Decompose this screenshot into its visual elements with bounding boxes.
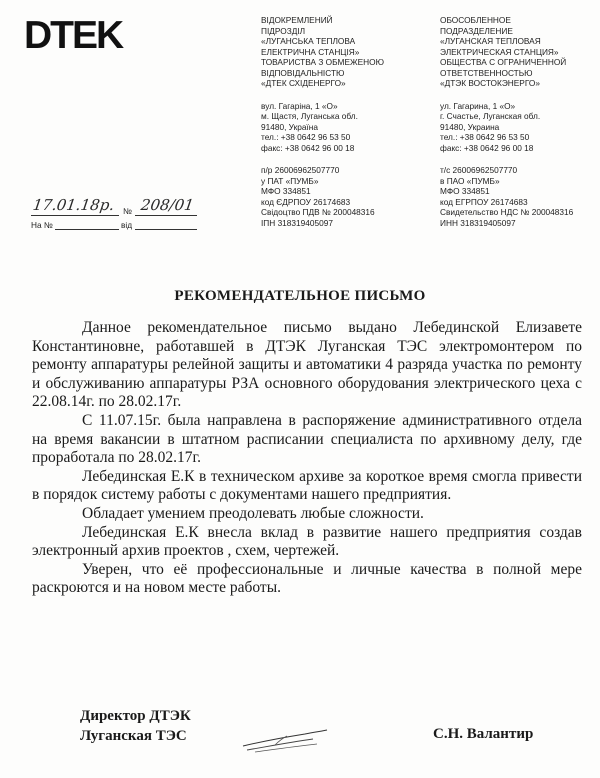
bank-line: у ПАТ «ПУМБ»	[261, 175, 319, 186]
address-ua	[261, 101, 436, 154]
signatory-name: С.Н. Валантир	[433, 726, 534, 742]
org-line: «ЛУГАНСЬКА ТЕПЛОВА	[261, 36, 356, 46]
bank-line: п/р 26006962507770	[261, 165, 340, 175]
letter-title: РЕКОМЕНДАТЕЛЬНОЕ ПИСЬМО	[174, 288, 426, 304]
bank-line: в ПАО «ПУМБ»	[440, 175, 500, 186]
fax-line: факс: +38 0642 96 00 18	[261, 142, 355, 153]
org-line: ЭЛЕКТРИЧЕСКАЯ СТАНЦИЯ»	[440, 46, 559, 57]
position-line: Луганская ТЭС	[80, 728, 187, 744]
on-number-label: На №	[31, 220, 53, 230]
org-line: ВІДПОВІДАЛЬНІСТЮ	[261, 67, 345, 78]
bank-line: МФО 334851	[261, 186, 311, 196]
org-name-ua	[261, 15, 436, 89]
address-line: г. Счастье, Луганская обл.	[440, 111, 541, 121]
address-line: м. Щастя, Луганська обл.	[261, 111, 358, 121]
org-line: «ДТЭК ВОСТОКЭНЕРГО»	[440, 78, 540, 88]
bank-details-ua	[261, 165, 436, 228]
address-line: 91480, Україна	[261, 121, 318, 132]
bank-line: Свидетельство НДС № 200048316	[440, 207, 574, 217]
org-line: ОТВЕТСТВЕННОСТЬЮ	[440, 67, 533, 78]
bank-line: код ЄДРПОУ 26174683	[261, 196, 351, 207]
address-line: 91480, Украина	[440, 121, 500, 132]
phone-line: тел.: +38 0642 96 53 50	[440, 132, 530, 142]
company-logo: DTEK	[24, 14, 123, 57]
bank-line: т/с 26006962507770	[440, 165, 518, 175]
position-line: Директор ДТЭК	[80, 708, 191, 724]
address-ru	[440, 101, 600, 154]
number-label: №	[123, 206, 132, 216]
org-line: ПІДРОЗДІЛ	[261, 25, 306, 36]
handwritten-number: 208/01	[139, 196, 196, 214]
org-line: ОБЩЕСТВА С ОГРАНИЧЕННОЙ	[440, 57, 567, 67]
bank-line: код ЕГРПОУ 26174683	[440, 196, 528, 207]
signatory-position	[80, 706, 191, 746]
paragraph: Уверен, что её профессиональные и личные качества в полной мере раскроются и на новом месте работы.	[32, 560, 582, 597]
letter-body	[32, 319, 582, 598]
org-line: ОБОСОБЛЕННОЕ	[440, 15, 511, 25]
paragraph: Лебединская Е.К в техническом архиве за короткое время смогла привести в порядок систему работы с документами нашего предприятия.	[32, 467, 582, 504]
bank-line: Свідоцтво ПДВ № 200048316	[261, 207, 375, 217]
paragraph: Лебединская Е.К внесла вклад в развитие нашего предприятия создав электронный архив проектов , схем, чертежей.	[32, 523, 582, 560]
org-name-ru	[440, 15, 600, 89]
registration-number-block	[31, 196, 206, 230]
paragraph: Данное рекомендательное письмо выдано Лебединской Елизавете Константиновне, работавшей в ДТЭК Луганская ТЭС электромонтером по ремонту аппаратуры релейной защиты и автоматики 4 разряда участка по ремонту и обслуживанию аппаратуры РЗА основного оборудования электрического цеха с 22.08.14г. по 28.02.17г.	[32, 319, 582, 411]
org-line: ВІДОКРЕМЛЕНИЙ	[261, 15, 333, 25]
header-ukrainian	[261, 15, 436, 240]
bank-line: МФО 334851	[440, 186, 490, 196]
org-line: «ДТЕК СХІДЕНЕРГО»	[261, 78, 346, 88]
bank-details-ru	[440, 165, 600, 228]
fax-line: факс: +38 0642 96 00 18	[440, 142, 534, 153]
bank-line: ІПН 318319405097	[261, 217, 333, 228]
org-line: ТОВАРИСТВА З ОБМЕЖЕНОЮ	[261, 57, 385, 67]
paragraph: Обладает умением преодолевать любые сложности.	[82, 504, 424, 522]
bank-line: ИНН 318319405097	[440, 217, 516, 228]
address-line: вул. Гагаріна, 1 «О»	[261, 100, 338, 111]
org-line: ПОДРАЗДЕЛЕНИЕ	[440, 25, 513, 36]
handwritten-signature	[235, 716, 335, 756]
handwritten-date: 17.01.18р.	[31, 196, 116, 214]
paragraph: С 11.07.15г. была направлена в распоряжение административного отдела на время вакансии в штатном расписании специалиста по архивному делу, где проработала по 28.02.17г.	[32, 411, 582, 467]
address-line: ул. Гагарина, 1 «О»	[440, 100, 516, 111]
from-label: від	[121, 220, 133, 230]
header-russian	[440, 15, 600, 240]
org-line: «ЛУГАНСКАЯ ТЕПЛОВАЯ	[440, 36, 541, 46]
org-line: ЕЛЕКТРИЧНА СТАНЦІЯ»	[261, 46, 360, 57]
phone-line: тел.: +38 0642 96 53 50	[261, 132, 351, 142]
